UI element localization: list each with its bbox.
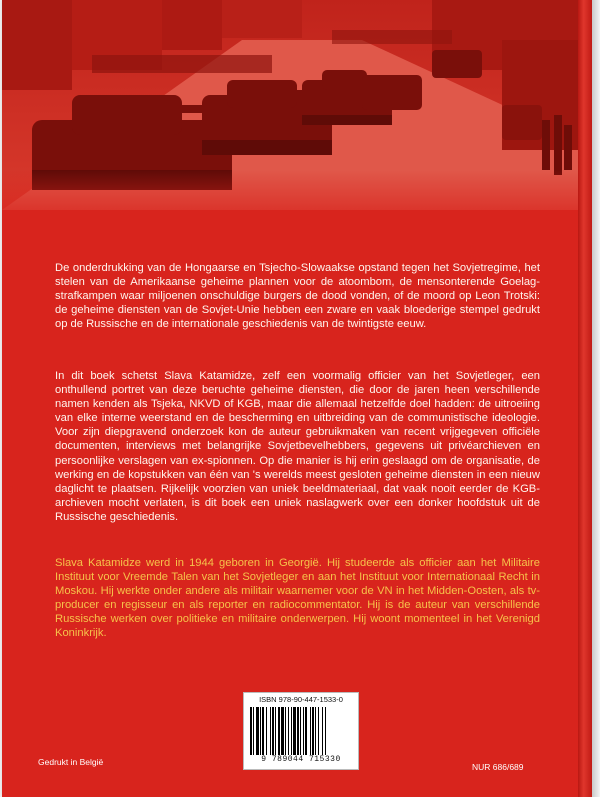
page-edge xyxy=(592,0,600,797)
isbn-label: ISBN 978-90-447-1533-0 xyxy=(259,695,343,704)
book-spine xyxy=(578,0,592,797)
nur-code: NUR 686/689 xyxy=(472,762,524,772)
printed-in-label: Gedrukt in België xyxy=(38,757,104,767)
author-bio: Slava Katamidze werd in 1944 geboren in Georgië. Hij studeerde als officier aan het Militaire Instituut voor Vreemde Talen van het Sovjetleger en aan het Instituut voor Internationaal Recht in Moskou. Hij werkte onder andere als militair waarnemer voor de VN in het Midden-Oosten, als tv-producer en regisseur en als reporter en radiocommentator. Hij is de auteur van verschillende Russische werken over politieke en militaire onderwerpen. Hij woont momenteel in het Verenigd Koninkrijk. xyxy=(55,557,540,640)
back-cover xyxy=(2,0,578,797)
blurb-paragraph-1: De onderdrukking van de Hongaarse en Tsjecho-Slowaakse opstand tegen het Sovjetregime, het stelen van de Amerikaanse geheime plannen voor de atoombom, de mensonterende Goelag-strafkampen waar miljoenen onschuldige burgers de dood vonden, of de moord op Leon Trotski: de geheime diensten van de Sovjet-Unie hebben een zware en vaak bloederige stempel gedrukt op de Russische en de internationale geschiedenis van de twintigste eeuw. xyxy=(55,262,540,331)
barcode-bars xyxy=(250,707,352,755)
isbn-barcode xyxy=(243,692,359,770)
barcode-number: 9 789044 715330 xyxy=(261,755,341,764)
blurb-paragraph-2: In dit boek schetst Slava Katamidze, zelf een voormalig officier van het Sovjetleger, een onthullend portret van deze beruchte geheime diensten, die door de jaren heen verschillende namen kenden als Tsjeka, NKVD of KGB, maar die allemaal hetzelfde doel hadden: de uitroeiing van elke interne weerstand en de bescherming en uitbreiding van de communistische ideologie. Voor zijn diepgravend onderzoek kon de auteur gebruikmaken van recent vrijgegeven officiële documenten, interviews met belangrijke Sovjetbevelhebbers, gegevens uit privéarchieven en persoonlijke verslagen van ex-spionnen. Op die manier is hij erin geslaagd om de organisatie, de werking en de kopstukken van één van 's werelds meest gesloten geheime diensten in een nieuw daglicht te plaatsen. Rijkelijk voorzien van uniek beeldmateriaal, dat vaak nooit eerder de KGB-archieven mocht verlaten, is dit boek een uniek naslagwerk over een donker hoofdstuk uit de Russische geschiedenis. xyxy=(55,370,540,523)
photo-fade xyxy=(2,170,578,230)
